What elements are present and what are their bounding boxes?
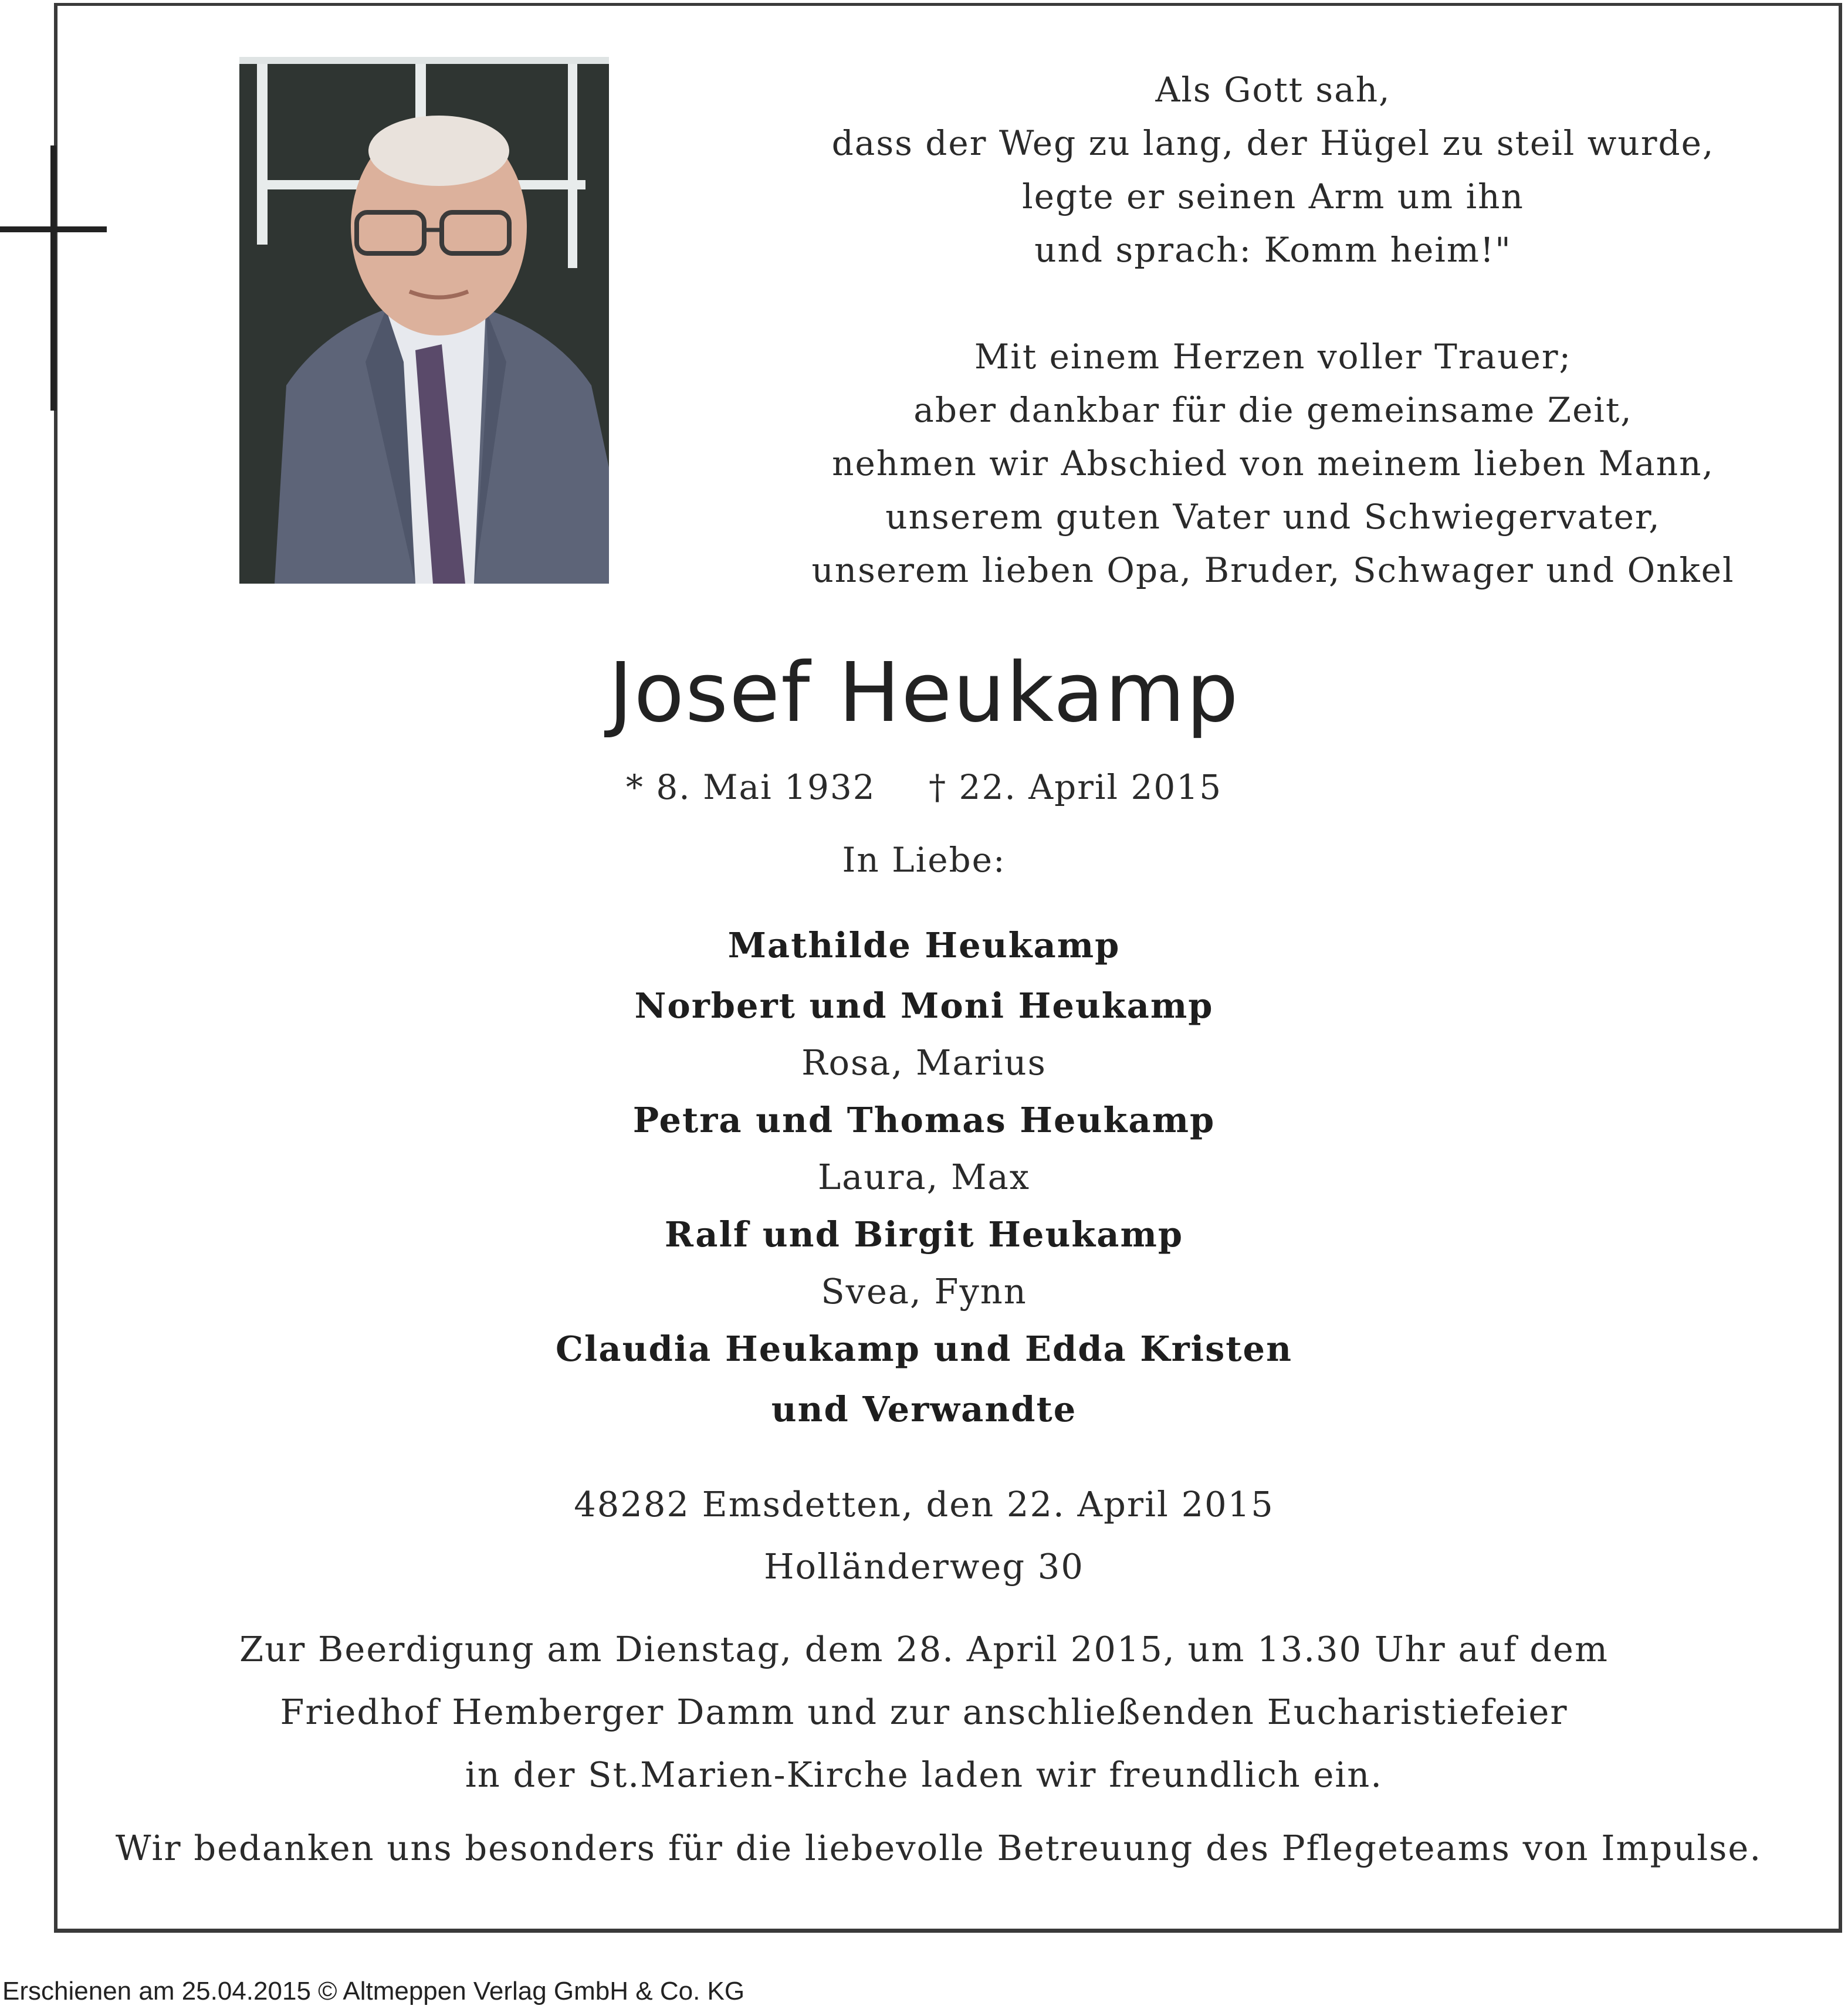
family-line: Petra und Thomas Heukamp (632, 1100, 1216, 1140)
portrait-photo (239, 57, 609, 584)
in-liebe-label: In Liebe: (842, 840, 1006, 880)
address-line: 48282 Emsdetten, den 22. April 2015 (574, 1484, 1274, 1524)
poem (739, 63, 1807, 597)
family-list (0, 915, 1848, 1439)
deceased-name: Josef Heukamp (608, 645, 1240, 741)
poem-line: legte er seinen Arm um ihn (1022, 177, 1524, 216)
address-line: Holländerweg 30 (764, 1546, 1084, 1587)
intro-line: unserem guten Vater und Schwiegervater, (885, 497, 1661, 537)
funeral-notice (0, 1618, 1848, 1806)
birth-date: * 8. Mai 1932 (625, 767, 876, 807)
intro-line: aber dankbar für die gemeinsame Zeit, (913, 390, 1633, 430)
poem-line: dass der Weg zu lang, der Hügel zu steil wurde, (831, 123, 1715, 163)
family-line: Norbert und Moni Heukamp (634, 985, 1214, 1026)
funeral-line: in der St.Marien-Kirche laden wir freundlich ein. (465, 1754, 1383, 1795)
family-line: Laura, Max (817, 1157, 1031, 1197)
publication-footer: Erschienen am 25.04.2015 © Altmeppen Verlag GmbH & Co. KG (2, 1977, 745, 2005)
family-line: und Verwandte (771, 1389, 1077, 1429)
life-dates (0, 767, 1848, 807)
family-line: Ralf und Birgit Heukamp (664, 1214, 1184, 1255)
funeral-line: Zur Beerdigung am Dienstag, dem 28. April 2015, um 13.30 Uhr auf dem (239, 1629, 1609, 1669)
intro-line: nehmen wir Abschied von meinem lieben Mann, (832, 443, 1714, 483)
intro-line: unserem lieben Opa, Bruder, Schwager und Onkel (811, 550, 1735, 590)
family-line: Mathilde Heukamp (727, 925, 1121, 965)
intro-line: Mit einem Herzen voller Trauer; (974, 337, 1572, 377)
address (0, 1473, 1848, 1598)
poem-line: Als Gott sah, (1155, 70, 1391, 110)
family-line: Claudia Heukamp und Edda Kristen (556, 1329, 1292, 1369)
funeral-line: Friedhof Hemberger Damm und zur anschließenden Eucharistiefeier (280, 1692, 1568, 1732)
poem-line: und sprach: Komm heim!" (1034, 230, 1512, 270)
family-line: Rosa, Marius (801, 1042, 1047, 1083)
death-date: † 22. April 2015 (929, 767, 1223, 807)
thanks-line: Wir bedanken uns besonders für die liebevolle Betreuung des Pflegeteams von Impulse. (115, 1828, 1762, 1868)
family-line: Svea, Fynn (821, 1271, 1027, 1312)
